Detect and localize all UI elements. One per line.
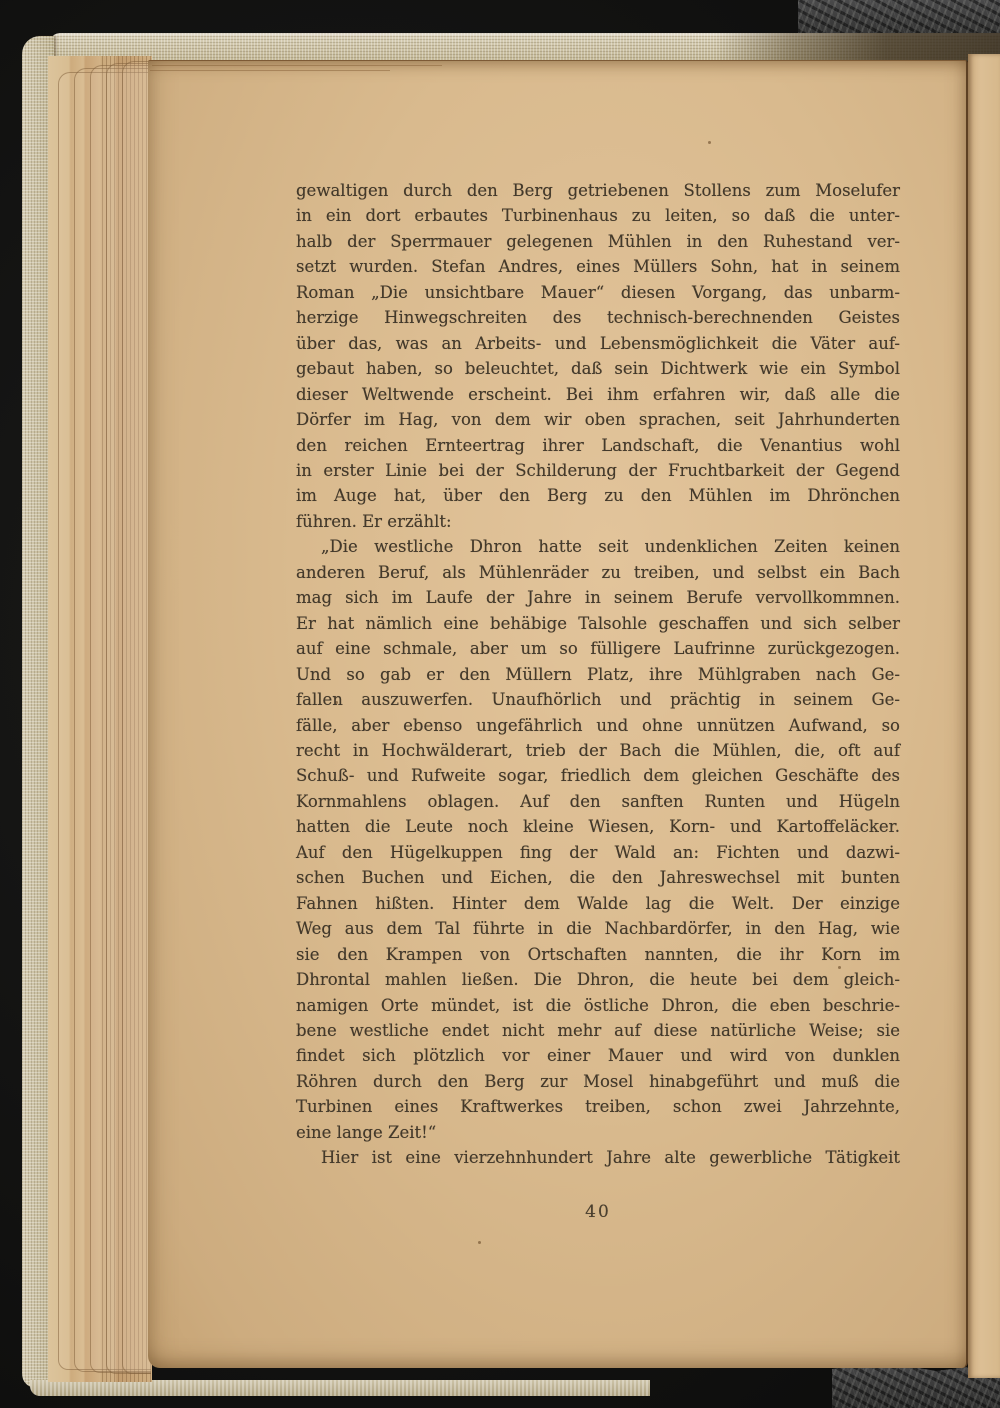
text-line: führen. Er erzählt:	[296, 511, 452, 531]
text-line: Turbinen eines Kraftwerkes treiben, schon zwei Jahrzehnte,	[296, 1097, 900, 1117]
text-line: Weg aus dem Tal führte in die Nachbardörfer, in den Hag, wie	[296, 919, 900, 939]
text-line: Und so gab er den Müllern Platz, ihre Mühlgraben nach Ge-	[296, 664, 900, 684]
text-line: herzige Hinwegschreiten des technisch-berechnenden Geistes	[296, 308, 900, 328]
text-line: in ein dort erbautes Turbinenhaus zu leiten, so daß die unter-	[296, 206, 900, 226]
text-line: fallen auszuwerfen. Unaufhörlich und prächtig in seinem Ge-	[296, 690, 900, 710]
text-block	[296, 178, 900, 1171]
text-line: Hier ist eine vierzehnhundert Jahre alte gewerbliche Tätigkeit	[321, 1148, 900, 1168]
book-page	[148, 60, 968, 1368]
text-line: fälle, aber ebenso ungefährlich und ohne unnützen Aufwand, so	[296, 715, 900, 735]
text-line: bene westliche endet nicht mehr auf diese natürliche Weise; sie	[296, 1020, 900, 1040]
text-line: Dhrontal mahlen ließen. Die Dhron, die heute bei dem gleich-	[296, 970, 900, 990]
text-line: Röhren durch den Berg zur Mosel hinabgeführt und muß die	[296, 1071, 900, 1091]
text-line: Roman „Die unsichtbare Mauer“ diesen Vorgang, das unbarm-	[296, 282, 900, 302]
text-line: Schuß- und Rufweite sogar, friedlich dem gleichen Geschäfte des	[296, 766, 900, 786]
text-line: findet sich plötzlich vor einer Mauer und wird von dunklen	[296, 1046, 900, 1066]
page-number: 40	[585, 1202, 611, 1222]
text-line: sie den Krampen von Ortschaften nannten, die ihr Korn im	[296, 944, 900, 964]
text-line: dieser Weltwende erscheint. Bei ihm erfahren wir, daß alle die	[296, 384, 900, 404]
text-line: anderen Beruf, als Mühlenräder zu treiben, und selbst ein Bach	[296, 562, 900, 582]
text-line: Er hat nämlich eine behäbige Talsohle geschaffen und sich selber	[296, 613, 900, 633]
text-line: halb der Sperrmauer gelegenen Mühlen in den Ruhestand ver-	[296, 231, 900, 251]
text-line: setzt wurden. Stefan Andres, eines Müllers Sohn, hat in seinem	[296, 257, 900, 277]
text-line: mag sich im Laufe der Jahre in seinem Berufe vervollkommnen.	[296, 588, 900, 608]
text-line: schen Buchen und Eichen, die den Jahreswechsel mit bunten	[296, 868, 900, 888]
page-edge-outline	[122, 61, 151, 1374]
next-page-edge	[968, 54, 1000, 1378]
cloth-cover-bottom-edge	[30, 1380, 650, 1396]
text-line: Dörfer im Hag, von dem wir oben sprachen, seit Jahrhunderten	[296, 410, 900, 430]
text-line: gebaut haben, so beleuchtet, daß sein Dichtwerk wie ein Symbol	[296, 359, 900, 379]
text-line: gewaltigen durch den Berg getriebenen Stollens zum Moselufer	[296, 181, 900, 200]
paper-speck	[478, 1241, 481, 1244]
text-line: den reichen Ernteertrag ihrer Landschaft, die Venantius wohl	[296, 435, 900, 455]
text-line: Auf den Hügelkuppen fing der Wald an: Fichten und dazwi-	[296, 842, 900, 862]
text-line: „Die westliche Dhron hatte seit undenklichen Zeiten keinen	[321, 537, 900, 557]
text-line: auf eine schmale, aber um so fülligere Laufrinne zurückgezogen.	[296, 639, 900, 659]
cloth-dirt-stain	[50, 33, 1000, 61]
cloth-cover-top-edge	[50, 33, 1000, 61]
text-line: hatten die Leute noch kleine Wiesen, Korn- und Kartoffeläcker.	[296, 817, 900, 837]
text-line: über das, was an Arbeits- und Lebensmöglichkeit die Väter auf-	[296, 333, 900, 353]
underpage-top-edge-line	[150, 70, 390, 71]
text-line: Kornmahlens oblagen. Auf den sanften Runten und Hügeln	[296, 791, 900, 811]
underpage-top-edge-line	[152, 65, 442, 66]
text-line: namigen Orte mündet, ist die östliche Dhron, die eben beschrie-	[296, 995, 900, 1015]
paper-speck	[708, 141, 711, 144]
text-line: im Auge hat, über den Berg zu den Mühlen im Dhrönchen	[296, 486, 900, 506]
text-line: Fahnen hißten. Hinter dem Walde lag die Welt. Der einzige	[296, 893, 900, 913]
text-line: in erster Linie bei der Schilderung der Fruchtbarkeit der Gegend	[296, 460, 900, 480]
text-line: recht in Hochwälderart, trieb der Bach die Mühlen, die, oft auf	[296, 740, 900, 760]
text-line: eine lange Zeit!“	[296, 1122, 437, 1142]
